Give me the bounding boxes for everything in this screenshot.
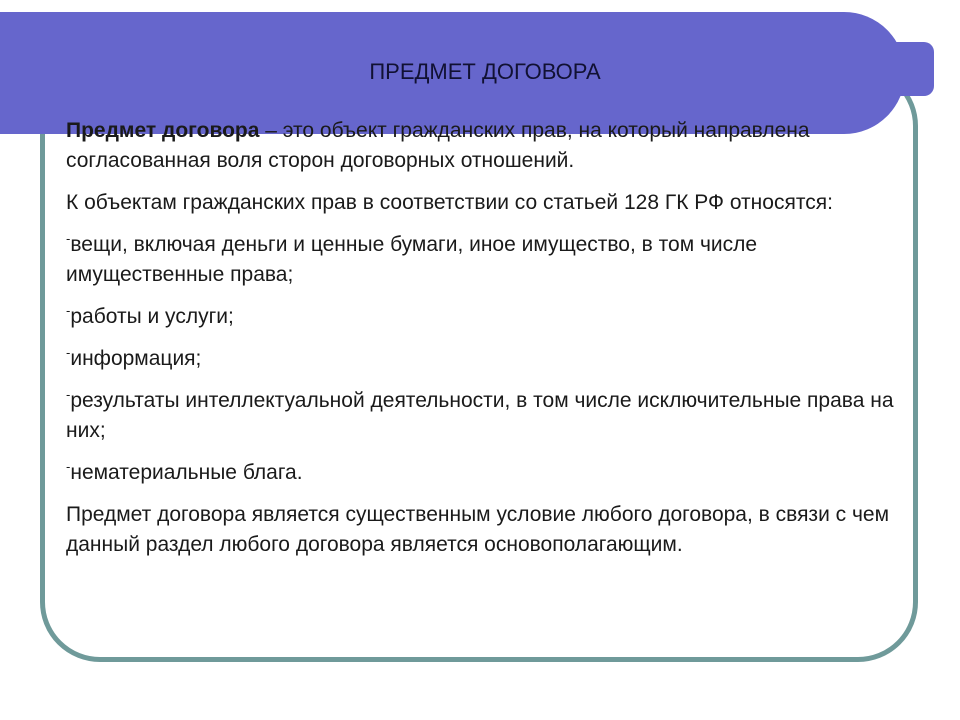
bullet-marker: - [66, 459, 71, 474]
definition-paragraph [66, 116, 898, 176]
list-item [66, 302, 898, 332]
list-item-text: результаты интеллектуальной деятельности, в том числе исключительные права на них; [66, 389, 894, 442]
list-item-text: работы и услуги; [70, 305, 234, 328]
header-tab [880, 42, 934, 96]
list-item-text: вещи, включая деньги и ценные бумаги, иное имущество, в том числе имущественные права; [66, 233, 758, 286]
objects-intro: К объектам гражданских прав в соответствии со статьей 128 ГК РФ относятся: [66, 191, 833, 214]
list-item-text: информация; [70, 347, 202, 370]
bullet-marker: - [66, 387, 71, 402]
definition-term: Предмет договора [66, 119, 260, 142]
list-item [66, 344, 898, 374]
list-item [66, 386, 898, 446]
conclusion-paragraph: Предмет договора является существенным условие любого договора, в связи с чем данный раздел любого договора является основополагающим. [66, 503, 890, 556]
slide-title: ПРЕДМЕТ ДОГОВОРА [369, 59, 601, 84]
list-item-text: нематериальные блага. [70, 461, 303, 484]
bullet-marker: - [66, 231, 71, 246]
bullet-marker: - [66, 345, 71, 360]
list-item [66, 458, 898, 488]
bullet-marker: - [66, 303, 71, 318]
slide-content [66, 116, 898, 572]
definition-text: – это объект гражданских прав, на который направлена согласованная воля сторон договорных отношений. [66, 119, 810, 172]
list-item [66, 230, 898, 290]
